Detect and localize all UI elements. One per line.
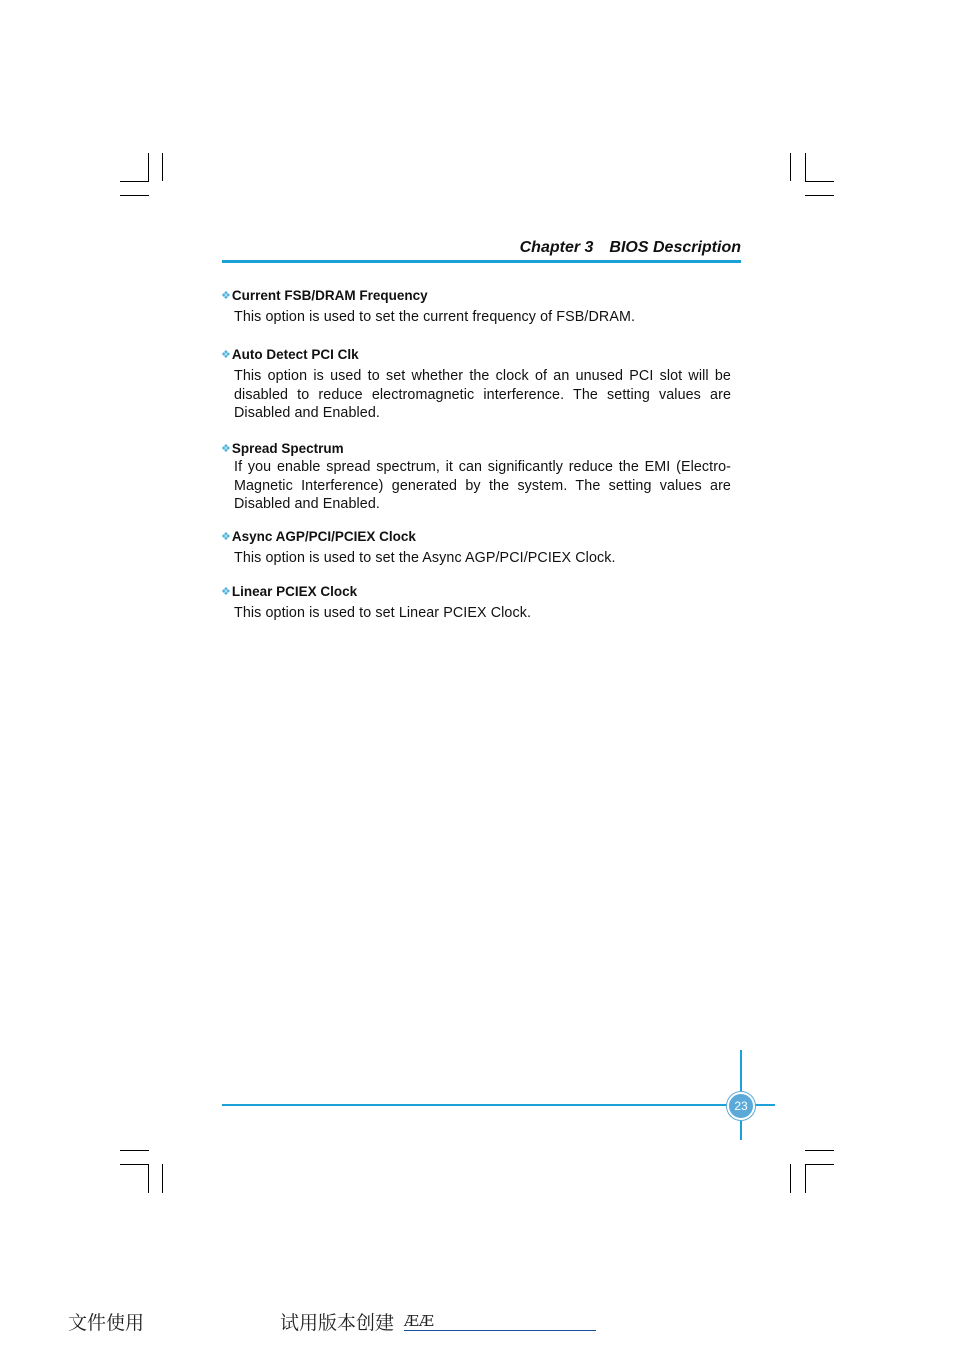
header-rule [222,260,741,263]
crop-mark [120,1164,149,1165]
section-body: This option is used to set whether the clock of an unused PCI slot will be disabled to reduce electromagnetic interference. The setting values are Disabled and Enabled. [234,368,731,421]
crop-mark [120,195,149,196]
section-spread-spectrum [221,440,731,514]
watermark-right: 试用版本创建 [280,1312,395,1334]
section-body: This option is used to set Linear PCIEX Clock. [234,605,532,621]
section-heading [221,440,731,458]
section-title: Linear PCIEX Clock [231,584,358,599]
section-body: This option is used to set the Async AGP/PCI/PCIEX Clock. [234,550,616,566]
watermark-left: 文件使用 [68,1312,145,1334]
page-number: 23 [727,1092,755,1120]
section-title: Current FSB/DRAM Frequency [231,288,428,303]
crop-mark [162,1164,163,1193]
watermark-link[interactable]: ÆÆ [404,1312,435,1330]
chapter-label: Chapter 3 [519,239,594,256]
section-body: If you enable spread spectrum, it can significantly reduce the EMI (Electro-Magnetic Interference) generated by the system. The setting values are Disabled and Enabled. [234,459,731,512]
section-title: Spread Spectrum [231,441,344,456]
crop-mark [790,1164,791,1193]
section-heading [221,583,731,601]
crop-mark [148,1164,149,1193]
section-heading [221,528,731,546]
crop-mark [790,153,791,181]
chapter-title: BIOS Description [609,239,741,256]
section-linear-pciex-clock [221,583,731,623]
crop-mark [805,153,806,181]
watermark-underline [404,1330,596,1331]
diamond-bullet-icon: ❖ [221,290,231,302]
crop-mark [805,195,834,196]
diamond-bullet-icon: ❖ [221,586,231,598]
footer-rule [222,1104,775,1106]
crop-mark [120,1150,149,1151]
crop-mark [805,181,834,182]
section-async-agp-pci-pciex-clock [221,528,731,568]
crop-mark [805,1164,834,1165]
crop-mark [805,1164,806,1193]
section-title: Async AGP/PCI/PCIEX Clock [231,529,416,544]
crop-mark [148,153,149,181]
diamond-bullet-icon: ❖ [221,443,231,455]
section-body: This option is used to set the current frequency of FSB/DRAM. [234,309,636,325]
section-auto-detect-pci-clk [221,346,731,423]
section-heading [221,287,731,305]
diamond-bullet-icon: ❖ [221,531,231,543]
crop-mark [805,1150,834,1151]
section-current-fsb-dram-frequency [221,287,731,327]
diamond-bullet-icon: ❖ [221,349,231,361]
chapter-header [222,239,741,257]
crop-mark [162,153,163,181]
crop-mark [120,181,149,182]
section-heading [221,346,731,364]
section-title: Auto Detect PCI Clk [231,347,359,362]
